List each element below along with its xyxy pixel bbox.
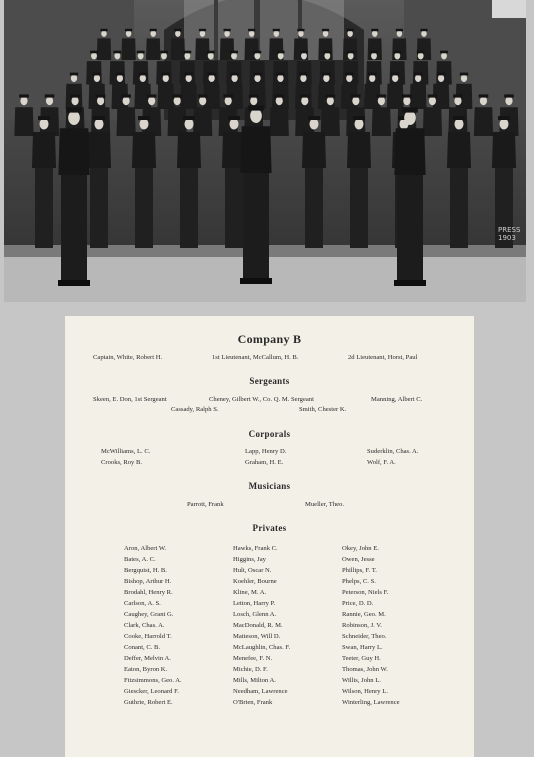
private-entry: Kline, M. A.: [233, 589, 267, 596]
private-entry: Fitzsimmons, Geo. A.: [124, 677, 182, 684]
private-entry: Peterson, Niels F.: [342, 589, 389, 596]
soldier-legs: [350, 168, 368, 248]
private-entry: Bergquist, H. B.: [124, 567, 167, 574]
private-entry: Phillips, F. T.: [342, 567, 377, 574]
corporal-entry: Crooks, Roy B.: [101, 459, 143, 466]
private-entry: Letton, Harry P.: [233, 600, 276, 607]
first-lieutenant-label: 1st Lieutenant, McCallum, H. B.: [212, 354, 299, 361]
corporals-heading: Corporals: [248, 429, 291, 439]
private-entry: Deffer, Melvin A.: [124, 655, 171, 662]
private-entry: Higgins, Jay: [233, 556, 266, 563]
private-entry: Caughey, Grant G.: [124, 611, 174, 618]
private-entry: MacDonald, R. M.: [233, 622, 283, 629]
private-entry: Hult, Oscar N.: [233, 567, 272, 574]
private-entry: Menefee, F. N.: [233, 655, 273, 662]
musician-entry: Mueller, Theo.: [305, 501, 344, 508]
sergeant-entry: Skeen, E. Don, 1st Sergeant: [93, 396, 167, 403]
private-entry: Winterling, Lawrence: [342, 699, 400, 706]
private-entry: Bishop, Arthur H.: [124, 578, 172, 585]
private-entry: Price, D. D.: [342, 600, 374, 607]
sergeant-entry: Cassady, Ralph S.: [171, 406, 219, 413]
upper-right-window: [492, 0, 526, 18]
private-entry: Koehler, Bourne: [233, 578, 277, 585]
sergeants-heading: Sergeants: [249, 376, 290, 386]
company-title: Company B: [237, 332, 302, 346]
sergeant-entry: Cheney, Gilbert W., Co. Q. M. Sergeant: [209, 396, 314, 403]
private-entry: McLaughlin, Chas. F.: [233, 644, 291, 651]
soldier-legs: [450, 168, 468, 248]
sergeant-entry: Manning, Albert C.: [371, 396, 423, 403]
private-entry: Mills, Milton A.: [233, 677, 276, 684]
privates-column-1: [124, 543, 182, 708]
corporal-entry: Wolf, F. A.: [367, 459, 396, 466]
privates-list: [65, 543, 474, 743]
photo-watermark: PRESS 1903: [498, 226, 521, 242]
private-entry: Cooke, Harrold T.: [124, 633, 172, 640]
private-entry: Matteson, Will D.: [233, 633, 281, 640]
privates-column-3: [342, 543, 400, 708]
private-entry: Owen, Jesse: [342, 556, 375, 563]
private-entry: Eaton, Byron K.: [124, 666, 168, 673]
private-entry: Bates, A. C.: [124, 556, 156, 563]
private-entry: Conant, C. B.: [124, 644, 161, 651]
private-entry: Losch, Glenn A.: [233, 611, 277, 618]
corporal-entry: McWilliams, L. C.: [101, 448, 151, 455]
private-entry: Giescker, Leonard F.: [124, 688, 179, 695]
private-entry: Brodahl, Henry R.: [124, 589, 173, 596]
group-photo-illustration: [4, 0, 526, 302]
officer-legs: [243, 173, 269, 281]
private-entry: Schneider, Theo.: [342, 633, 387, 640]
soldier-legs: [180, 168, 198, 248]
soldier-legs: [35, 168, 53, 248]
soldier-legs: [90, 168, 108, 248]
second-lieutenant-label: 2d Lieutenant, Horst, Paul: [348, 354, 418, 361]
private-entry: Aron, Albert W.: [124, 545, 167, 552]
private-entry: Carlson, A. S.: [124, 600, 161, 607]
private-entry: Hawks, Frank C.: [233, 545, 278, 552]
private-entry: Guthrie, Robert E.: [124, 699, 173, 706]
officer-legs: [61, 175, 87, 283]
private-entry: Willis, John L.: [342, 677, 381, 684]
corporal-entry: Suderklin, Chas. A.: [367, 448, 419, 455]
soldier-legs: [305, 168, 323, 248]
private-entry: Teeter, Guy H.: [342, 655, 381, 662]
privates-column-2: [233, 543, 290, 708]
soldier-legs: [225, 168, 243, 248]
musician-entry: Parrott, Frank: [187, 501, 224, 508]
private-entry: Thomas, John W.: [342, 666, 388, 673]
private-entry: Clark, Chas. A.: [124, 622, 165, 629]
private-entry: Wilson, Henry L.: [342, 688, 388, 695]
corporal-entry: Lapp, Henry D.: [245, 448, 287, 455]
privates-heading: Privates: [252, 523, 287, 533]
private-entry: Rannie, Geo. M.: [342, 611, 386, 618]
sergeant-entry: Smith, Chester K.: [299, 406, 347, 413]
officer-legs: [397, 175, 423, 283]
soldier-legs: [135, 168, 153, 248]
roster-page: [65, 316, 474, 757]
company-group-photo: [4, 0, 526, 302]
private-entry: Needham, Lawrence: [233, 688, 288, 695]
corporal-entry: Graham, H. E.: [245, 459, 284, 466]
musicians-heading: Musicians: [248, 481, 291, 491]
private-entry: Okey, John E.: [342, 545, 379, 552]
private-entry: Swan, Harry L.: [342, 644, 383, 651]
private-entry: O'Brien, Frank: [233, 699, 273, 706]
private-entry: Phelps, C. S.: [342, 578, 376, 585]
private-entry: Robinson, J. V.: [342, 622, 382, 629]
private-entry: Michie, D. F.: [233, 666, 268, 673]
captain-label: Captain, White, Robert H.: [93, 354, 163, 361]
